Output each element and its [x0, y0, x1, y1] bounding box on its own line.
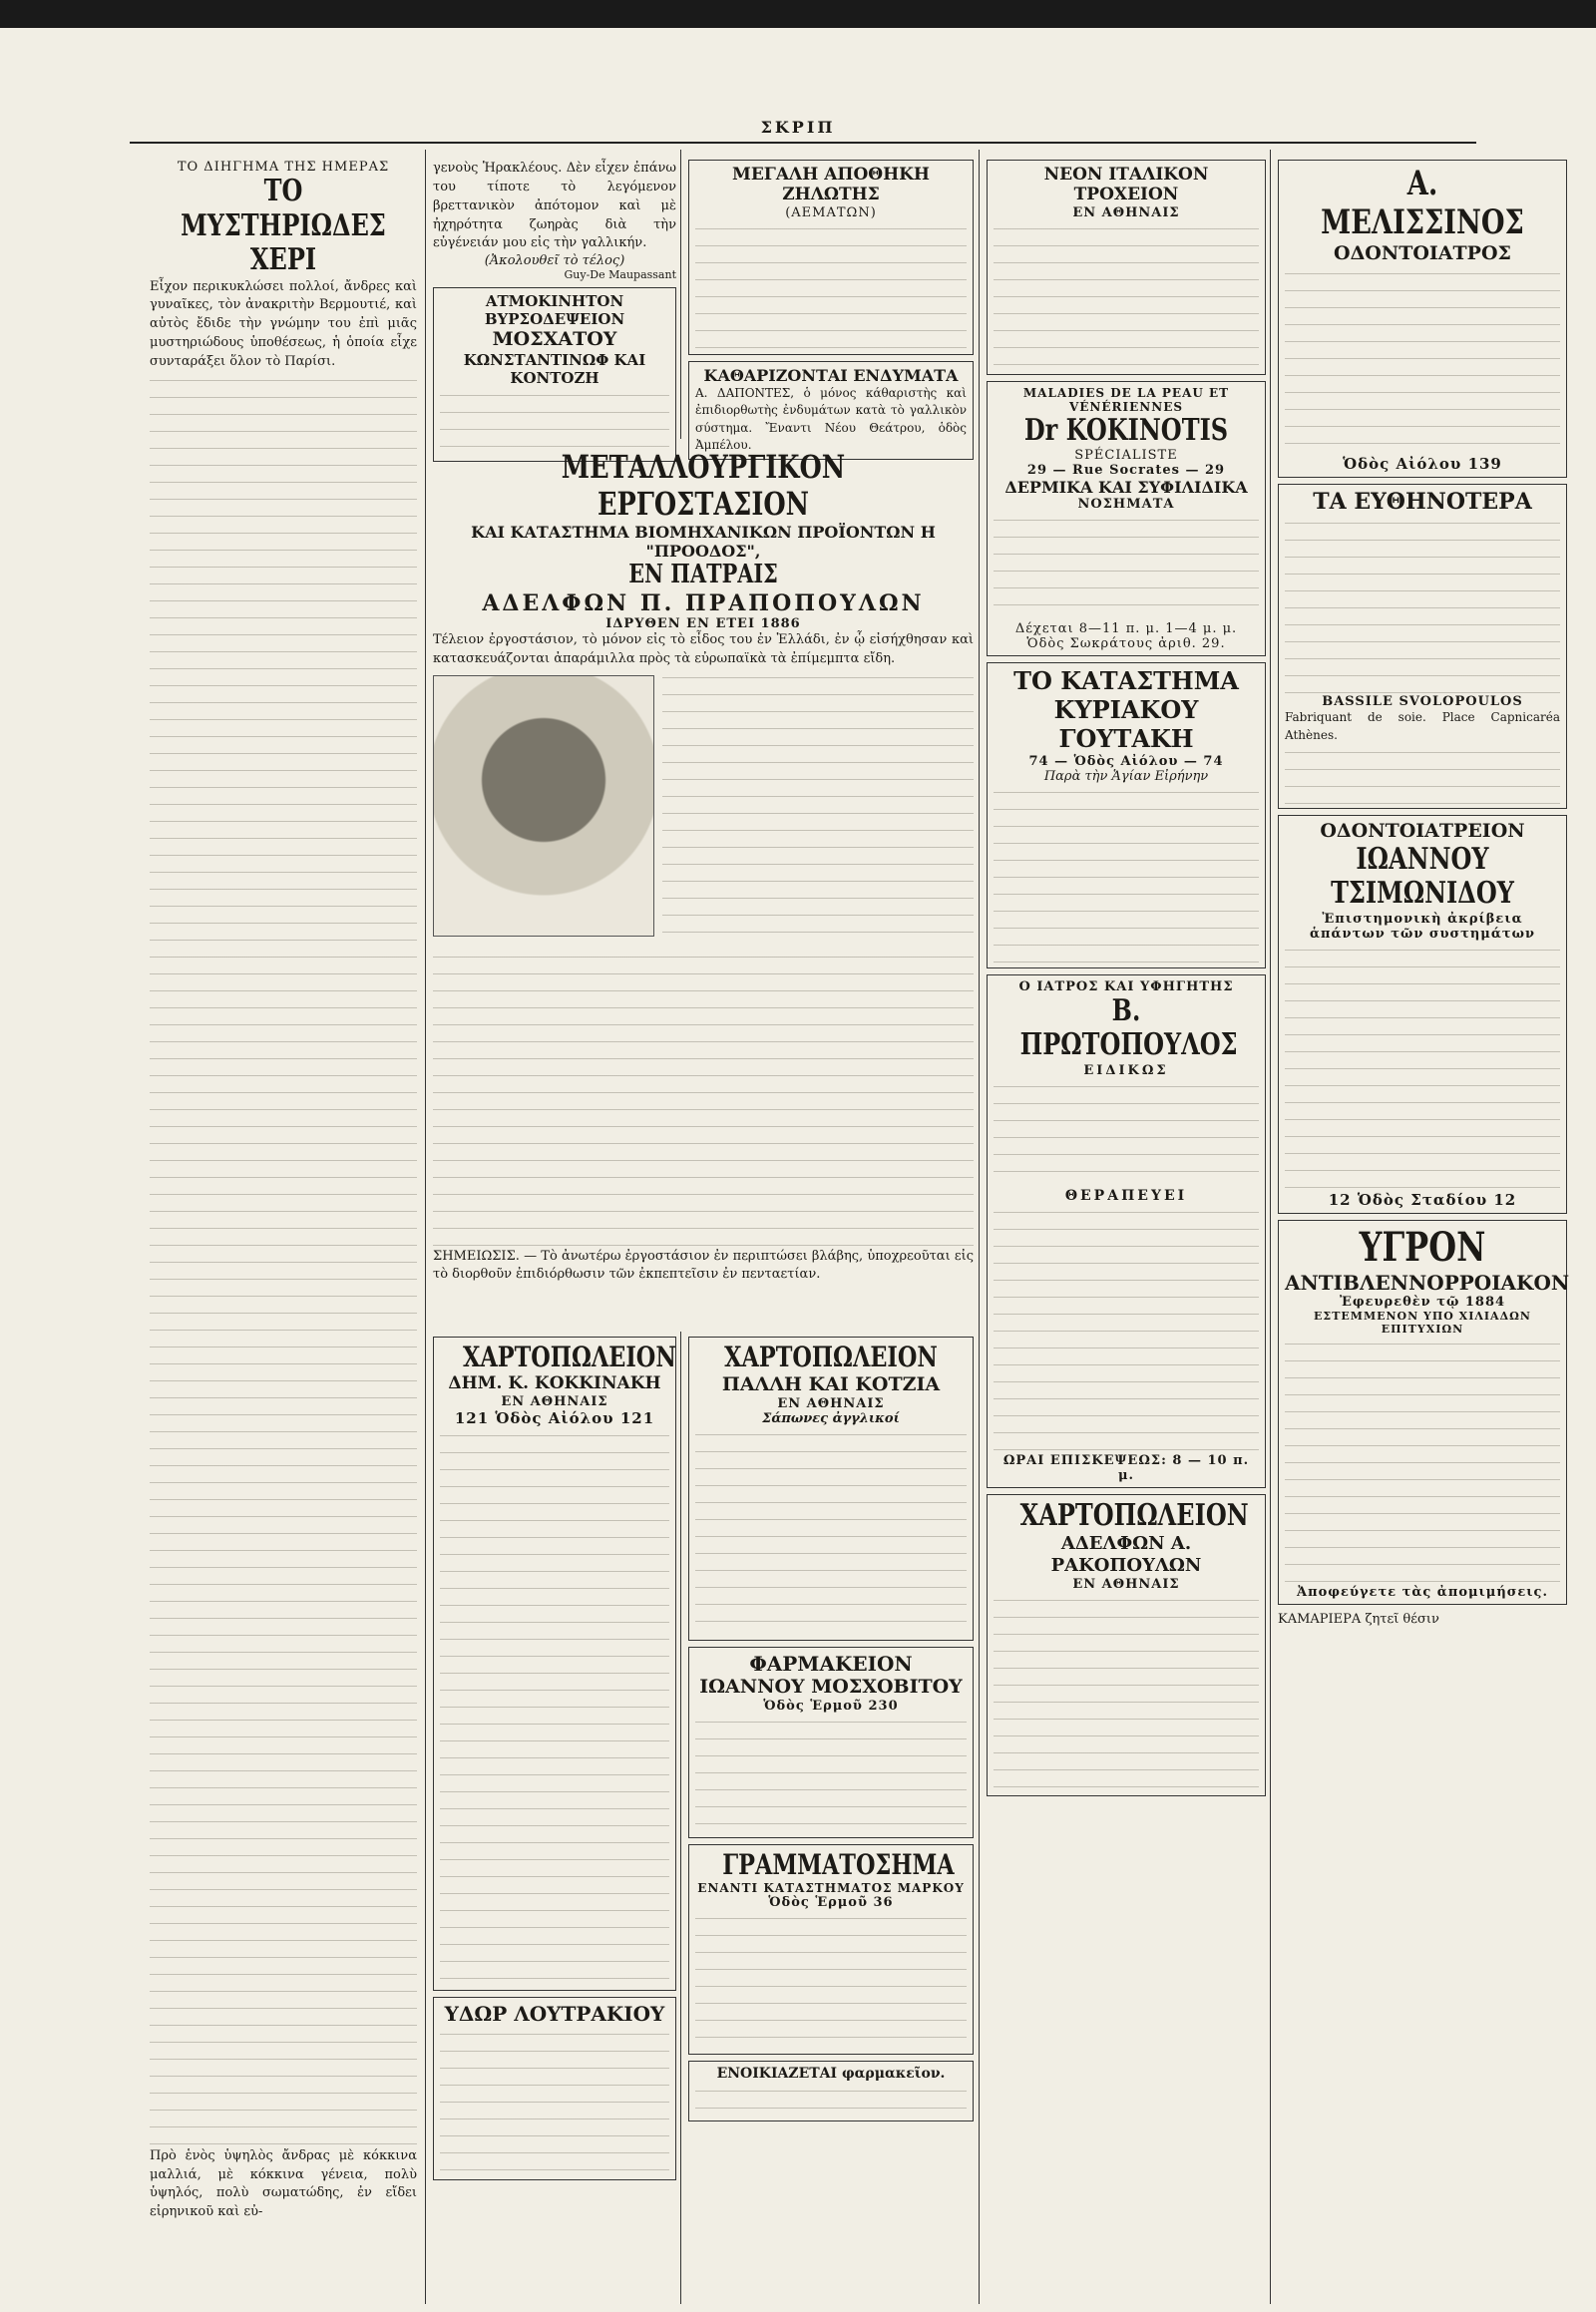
stamps-text [695, 1910, 967, 2050]
column-rule [979, 150, 980, 2304]
column-four [987, 160, 1266, 2304]
doctor-street: Ὁδὸς Σωκράτους ἀριθ. 29. [1026, 636, 1226, 652]
loutraki-title: ΥΔΩΡ ΛΟΥΤΡΑΚΙΟΥ [444, 2001, 665, 2026]
store-text [994, 784, 1259, 963]
maladies-title: MALADIES DE LA PEAU ET VÉNÉRIENNES [1022, 385, 1230, 414]
rakopoulos-text [994, 1592, 1259, 1791]
metallurgy-intro: Τέλειον ἐργοστάσιον, τὸ μόνον εἰς τὸ εἶδος του ἐν Ἑλλάδι, ἐν ᾧ εἰσήχθησαν καὶ κατασκευάζονται ἀπαράμιλλα πρὸς τὰ εὐρωπαϊκὰ τὰ ἐπίμεμπτα εἴδη. [433, 631, 974, 666]
kamariera-notice: ΚΑΜΑΡΙΕΡΑ ζητεῖ θέσιν [1278, 1611, 1439, 1627]
moschovitou-name: ΙΩΑΝΝΟΥ ΜΟΣΧΟΒΙΤΟΥ [699, 1675, 963, 1698]
melissinos-name: Α. ΜΕΛΙΣΣΙΝΟΣ [1321, 164, 1524, 243]
stamps-title: ΓΡΑΜΜΑΤΟΣΗΜΑ [722, 1847, 955, 1881]
rent-ad [688, 2061, 974, 2121]
protopoulos-ad [987, 974, 1266, 1488]
doctor-address: 29 — Rue Socrates — 29 [1026, 463, 1226, 479]
rakopoulos-title: ΧΑΡΤΟΠΩΛΕΙΟΝ [1019, 1497, 1249, 1533]
palli-ad [688, 1337, 974, 1641]
melissinos-role: ΟΔΟΝΤΟΙΑΤΡΟΣ [1334, 242, 1511, 265]
metallurgy-title: ΜΕΤΑΛΛΟΥΡΓΙΚΟΝ ΕΡΓΟΣΤΑΣΙΟΝ [561, 448, 846, 523]
story-continuation: γενοὺς Ἡρακλέους. Δὲν εἶχεν ἐπάνω του τίποτε τὸ λεγόμενον βρεττανικὸν ἀπότομον καὶ μὲ ἠχηρότητα ζωηρὰς διὰ τὴν εὐγένειάν μου εἰς τὴν γαλλικήν. [433, 161, 676, 251]
metallurgy-note: ΣΗΜΕΙΩΣΙΣ. — Τὸ ἀνωτέρω ἐργοστάσιον ἐν περιπτώσει βλάβης, ὑποχρεοῦται εἰς τὸ διορθοῦν ἐπιδιόρθωσιν τῶν ἐκπεπτεῖσιν ἐν πενταετίαν. [433, 1248, 974, 1283]
moschovitou-ad [688, 1647, 974, 1838]
protopoulos-text [994, 1078, 1259, 1188]
tannery-place: ΜΟΣΧΑΤΟΥ [492, 328, 617, 351]
metallurgy-city: ΕΝ ΠΑΤΡΑΙΣ [628, 559, 778, 589]
ygron-text [1285, 1336, 1560, 1585]
metallurgy-founded: ΙΔΡΥΘΕΝ ΕΝ ΕΤΕΙ 1886 [605, 615, 801, 631]
kokkinaki-ad [433, 1337, 676, 1991]
derm-nosemata: ΝΟΣΗΜΑΤΑ [1077, 497, 1175, 513]
palli-title: ΧΑΡΤΟΠΩΛΕΙΟΝ [724, 1341, 938, 1373]
rakopoulos-city: ΕΝ ΑΘΗΝΑΙΣ [1072, 1576, 1180, 1592]
pharmacy-text [695, 220, 967, 350]
doctor-kokinotis-ad [987, 381, 1266, 657]
column-five [1278, 160, 1570, 2304]
metallurgy-owners: ΑΔΕΛΦΩΝ Π. ΠΡΑΠΟΠΟΥΛΩΝ [482, 589, 925, 616]
ygron-avoid: Ἀποφεύγετε τὰς ἀπομιμήσεις. [1297, 1584, 1548, 1600]
palli-column [688, 1337, 974, 2304]
tannery-title: ΑΤΜΟΚΙΝΗΤΟΝ ΒΥΡΣΟΔΕΨΕΙΟΝ [484, 292, 625, 329]
ygron-ad [1278, 1220, 1570, 1605]
moschovitou-title: ΦΑΡΜΑΚΕΙΟΝ [749, 1651, 913, 1676]
metallurgy-ad [433, 449, 974, 1327]
moschovitou-text [695, 1714, 967, 1833]
cheapest-ad [1278, 484, 1567, 809]
story-author: Guy-De Maupassant [564, 268, 676, 282]
protopoulos-name: Β. ΠΡΩΤΟΠΟΥΛΟΣ [1019, 992, 1238, 1063]
ygron-subtitle: ΑΝΤΙΒΛΕΝΝΟΡΡΟΙΑΚΟΝ [1285, 1270, 1570, 1295]
to-be-continued: (Ἀκολουθεῖ τὸ τέλος) [484, 253, 625, 269]
loutraki-text [440, 2026, 669, 2175]
tsimonidou-name: ΙΩΑΝΝΟΥ ΤΣΙΜΩΝΙΔΟΥ [1331, 841, 1514, 912]
column-rule [680, 1332, 681, 2304]
store-address: 74 — Ὁδὸς Αἰόλου — 74 [1028, 753, 1224, 769]
ygron-year: Ἐφευρεθὲν τῷ 1884 [1339, 1294, 1506, 1310]
palli-text [695, 1426, 967, 1636]
kokkinaki-text [440, 1427, 669, 1986]
bassile-line: Fabriquant de soie. Place Capnicaréa Athènes. [1285, 710, 1560, 742]
story-text-block [150, 372, 417, 2147]
tsimonidou-slogan: Ἐπιστημονικὴ ἀκρίβεια ἁπάντων τῶν συστημάτων [1310, 911, 1535, 942]
story-kicker: ΤΟ ΔΙΗΓΗΜΑ ΤΗΣ ΗΜΕΡΑΣ [177, 160, 390, 175]
tram-city: ΕΝ ΑΘΗΝΑΙΣ [1072, 204, 1180, 220]
protopoulos-hours: ΩΡΑΙ ΕΠΙΣΚΕΨΕΩΣ: 8 — 10 π. μ. [1002, 1452, 1250, 1483]
bassile-name: BASSILE SVOLOPOULOS [1322, 694, 1523, 710]
tannery-ad [433, 287, 676, 462]
protopoulos-treatments [994, 1204, 1259, 1453]
pharmacy-subtitle: (ΑΕΜΑΤΩΝ) [785, 204, 877, 220]
doctor-text [994, 512, 1259, 621]
kokkinaki-title: ΧΑΡΤΟΠΩΛΕΙΟΝ [463, 1341, 676, 1373]
cleaning-body: Α. ΔΑΠΟΝΤΕΣ, ὁ μόνος κάθαριστὴς καὶ ἐπιδιορθωτὴς ἐνδυμάτων κατὰ τὸ γαλλικὸν σύστημα. Ἔναντι Νέου Θεάτρου, ὁδὸς Ἀμπέλου. [695, 385, 967, 453]
derm-title: ΔΕΡΜΙΚΑ ΚΑΙ ΣΥΦΙΛΙΔΙΚΑ [1004, 478, 1248, 498]
stamps-subtitle: ΕΝΑΝΤΙ ΚΑΤΑΣΤΗΜΑΤΟΣ ΜΑΡΚΟΥ [697, 1880, 965, 1895]
cleaning-ad [688, 361, 974, 460]
ygron-note: ΕΣΤΕΜΜΕΝΟΝ ΥΠΟ ΧΙΛΙΑΔΩΝ ΕΠΙΤΥΧΙΩΝ [1314, 1309, 1531, 1336]
store-name: ΚΥΡΙΑΚΟΥ ΓΟΥΤΑΚΗ [1053, 695, 1199, 754]
cleaning-title: ΚΑΘΑΡΙΖΟΝΤΑΙ ΕΝΔΥΜΑΤΑ [703, 365, 959, 385]
moschovitou-address: Ὁδὸς Ἑρμοῦ 230 [763, 1698, 899, 1714]
metallurgy-description [662, 669, 974, 949]
story-title: ΤΟ ΜΥΣΤΗΡΙΩΔΕΣ ΧΕΡΙ [181, 174, 386, 277]
stamps-address: Ὁδὸς Ἑρμοῦ 36 [768, 1894, 894, 1910]
rent-text: ΕΝΟΙΚΙΑΖΕΤΑΙ φαρμακεῖον. [716, 2065, 946, 2082]
tannery-owners: ΚΩΝΣΤΑΝΤΙΝΩΦ ΚΑΙ ΚΟΝΤΟΖΗ [463, 351, 646, 388]
tannery-text [440, 387, 669, 457]
stamps-ad [688, 1844, 974, 2055]
melissinos-ad [1278, 160, 1567, 478]
rent-details [695, 2083, 967, 2117]
tram-ad [987, 160, 1266, 375]
kokkinaki-city: ΕΝ ΑΘΗΝΑΙΣ [501, 1393, 608, 1409]
kokkinaki-column [433, 1337, 676, 2304]
cheapest-title: ΤΑ ΕΥΘΗΝΟΤΕΡΑ [1313, 488, 1532, 515]
rakopoulos-ad [987, 1494, 1266, 1796]
protopoulos-role: Ο ΙΑΤΡΟΣ ΚΑΙ ΥΦΗΓΗΤΗΣ [1018, 978, 1234, 994]
tsimonidou-text [1285, 942, 1560, 1191]
tree-pruning-illustration [433, 675, 654, 937]
continuation-column [433, 160, 676, 439]
cheapest-text [1285, 515, 1560, 694]
tsimonidou-title: ΟΔΟΝΤΟΙΑΤΡΕΙΟΝ [1320, 820, 1525, 843]
metallurgy-subtitle: ΚΑΙ ΚΑΤΑΣΤΗΜΑ ΒΙΟΜΗΧΑΝΙΚΩΝ ΠΡΟΪΟΝΤΩΝ Η "ΠΡΟΟΔΟΣ", [471, 522, 936, 561]
goutakis-store-ad [987, 662, 1266, 967]
protopoulos-therapy: ΘΕΡΑΠΕΥΕΙ [1064, 1187, 1188, 1204]
metallurgy-product-list [433, 949, 974, 1248]
pharmacy-column [688, 160, 974, 453]
story-lead: Εἶχον περικυκλώσει πολλοί, ἄνδρες καὶ γυναῖκες, τὸν ἀνακριτὴν Βερμουτιέ, καὶ αὐτὸς ἔδιδε τὴν γνώμην του ἐπὶ μιᾶς μυστηριώδους ὑποθέσεως, ἡ ὁποία εἶχε συνταράξει ὅλον τὸ Παρίσι. [150, 278, 417, 369]
store-title: ΤΟ ΚΑΤΑΣΤΗΜΑ [1013, 666, 1239, 696]
pharmacy-ad [688, 160, 974, 355]
ygron-title: ΥΓΡΟΝ [1359, 1223, 1486, 1271]
doctor-hours: Δέχεται 8—11 π. μ. 1—4 μ. μ. [1014, 621, 1238, 637]
scan-top-band [0, 0, 1596, 28]
store-near: Παρὰ τὴν Ἁγίαν Εἰρήνην [1043, 768, 1209, 784]
palli-soaps: Σάπωνες ἀγγλικοί [762, 1410, 900, 1426]
melissinos-address: Ὁδὸς Αἰόλου 139 [1343, 454, 1502, 473]
palli-city: ΕΝ ΑΘΗΝΑΙΣ [777, 1395, 885, 1411]
tsimonidou-ad [1278, 815, 1567, 1214]
loutraki-ad [433, 1997, 676, 2180]
doctor-name: Dr KOKINOTIS [1023, 412, 1229, 448]
rakopoulos-name: ΑΔΕΛΦΩΝ Α. ΡΑΚΟΠΟΥΛΩΝ [1050, 1533, 1202, 1576]
pharmacy-title: ΜΕΓΑΛΗ ΑΠΟΘΗΚΗ ΖΗΛΩΤΗΣ [732, 165, 930, 205]
melissinos-text [1285, 265, 1560, 455]
tram-text [994, 220, 1259, 370]
masthead: ΣΚΡΙΠ [760, 118, 836, 137]
protopoulos-specialty: ΕΙΔΙΚΩΣ [1083, 1062, 1169, 1078]
column-rule [680, 150, 681, 439]
story-column [150, 160, 417, 2304]
doctor-specialiste: SPÉCIALISTE [1074, 448, 1178, 464]
masthead-rule [130, 142, 1476, 144]
story-ending: Πρὸ ἑνὸς ὑψηλὸς ἄνδρας μὲ κόκκινα μαλλιά, μὲ κόκκινα γένεια, πολὺ ὑψηλός, πολὺ σωματώδης, ἐν εἴδει εἰρηνικοῦ καὶ εὐ- [150, 2147, 417, 2220]
tram-title: ΝΕΟΝ ΙΤΑΛΙΚΟΝ ΤΡΟΧΕΙΟΝ [1043, 165, 1209, 205]
tsimonidou-address: 12 Ὁδὸς Σταδίου 12 [1328, 1190, 1517, 1209]
column-rule [1270, 150, 1271, 2304]
palli-name: ΠΑΛΛΗ ΚΑΙ ΚΟΤΖΙΑ [721, 1373, 941, 1396]
kokkinaki-address: 121 Ὁδὸς Αἰόλου 121 [454, 1408, 655, 1427]
bassile-text [1285, 744, 1560, 804]
column-rule [425, 150, 426, 2304]
kokkinaki-name: ΔΗΜ. Κ. ΚΟΚΚΙΝΑΚΗ [448, 1373, 661, 1394]
